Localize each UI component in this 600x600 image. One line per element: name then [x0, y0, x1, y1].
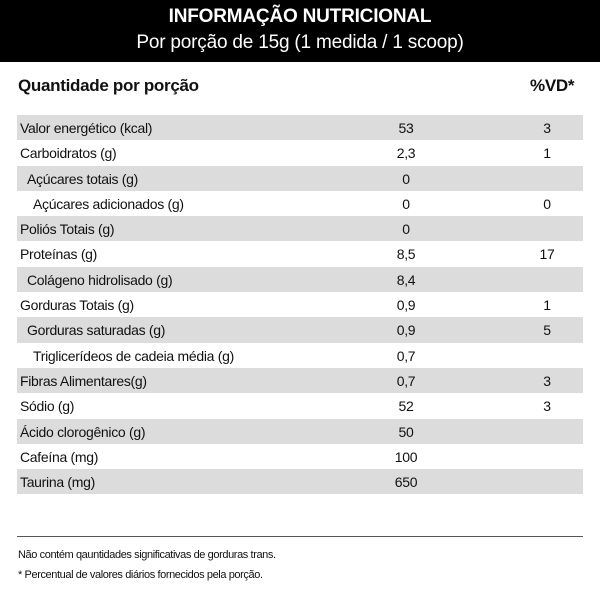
table-row: [17, 317, 583, 342]
row-nutrient-name: Fibras Alimentares(g): [20, 372, 147, 389]
table-row: [17, 343, 583, 368]
row-nutrient-name: Gorduras Totais (g): [20, 297, 134, 314]
column-header-quantity: Quantidade por porção: [18, 76, 199, 95]
row-daily-value: 17: [539, 246, 555, 263]
row-nutrient-name: Proteínas (g): [20, 246, 98, 263]
row-nutrient-name: Açúcares adicionados (g): [33, 195, 184, 212]
row-quantity: 52: [398, 398, 414, 415]
nutrition-table: [17, 115, 583, 494]
row-nutrient-name: Sódio (g): [20, 398, 75, 415]
row-quantity: 0,7: [396, 347, 416, 364]
row-quantity: 50: [398, 423, 414, 440]
row-quantity: 650: [394, 474, 418, 491]
row-nutrient-name: Valor energético (kcal): [20, 120, 153, 136]
table-row: [17, 216, 583, 241]
row-daily-value: 0: [543, 195, 551, 212]
row-daily-value: 1: [543, 145, 551, 162]
row-nutrient-name: Açúcares totais (g): [27, 170, 139, 187]
row-daily-value: 3: [543, 120, 551, 136]
row-nutrient-name: Ácido clorogênico (g): [20, 423, 146, 440]
header-subtitle: Por porção de 15g (1 medida / 1 scoop): [136, 32, 464, 53]
row-nutrient-name: Poliós Totais (g): [20, 221, 115, 238]
row-daily-value: 3: [543, 398, 551, 415]
table-row: [17, 191, 583, 216]
footnote-daily-values: * Percentual de valores diários fornecidos pela porção.: [18, 569, 263, 581]
row-daily-value: 5: [543, 322, 551, 339]
table-row: [17, 267, 583, 292]
nutrition-header: [0, 0, 600, 62]
row-quantity: 53: [398, 120, 414, 136]
footnote-trans-fat: Não contém qauntidades significativas de gorduras trans.: [18, 549, 276, 561]
row-nutrient-name: Carboidratos (g): [20, 145, 117, 162]
table-row: [17, 469, 583, 494]
row-quantity: 100: [394, 448, 418, 465]
row-daily-value: 3: [543, 372, 551, 389]
table-row: [17, 393, 583, 418]
column-header-vd: %VD*: [530, 76, 575, 95]
row-daily-value: 1: [543, 297, 551, 314]
table-row: [17, 140, 583, 165]
footer-divider: [17, 536, 583, 537]
row-quantity: 2,3: [396, 145, 416, 162]
row-quantity: 0: [402, 195, 410, 212]
row-quantity: 0,7: [396, 372, 416, 389]
row-nutrient-name: Colágeno hidrolisado (g): [27, 271, 173, 288]
row-nutrient-name: Taurina (mg): [20, 474, 95, 491]
row-quantity: 0: [402, 221, 410, 238]
table-row: [17, 368, 583, 393]
row-nutrient-name: Cafeína (mg): [20, 448, 99, 465]
table-row: [17, 241, 583, 266]
row-quantity: 8,4: [396, 271, 416, 288]
table-row: [17, 444, 583, 469]
row-quantity: 0,9: [396, 297, 416, 314]
header-title: INFORMAÇÃO NUTRICIONAL: [168, 6, 432, 27]
table-row: [17, 292, 583, 317]
table-row: [17, 419, 583, 444]
row-quantity: 8,5: [396, 246, 416, 263]
table-row: [17, 166, 583, 191]
row-quantity: 0,9: [396, 322, 416, 339]
table-row: [17, 115, 583, 140]
row-quantity: 0: [402, 170, 410, 187]
row-nutrient-name: Gorduras saturadas (g): [27, 322, 166, 339]
row-nutrient-name: Triglicerídeos de cadeia média (g): [33, 347, 234, 364]
